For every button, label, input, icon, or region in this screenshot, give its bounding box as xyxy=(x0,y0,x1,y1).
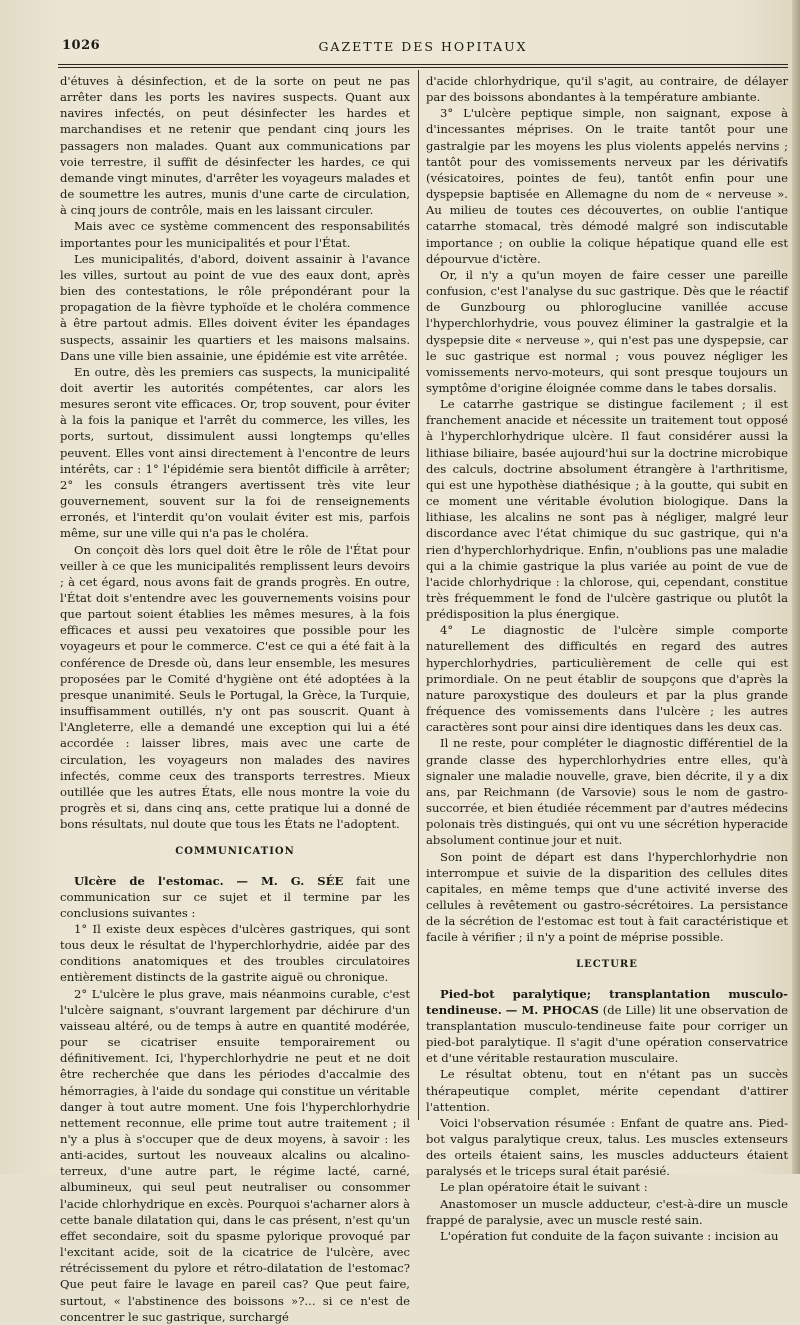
article-intro: (de Lille) lit une observation de transplantation musculo-tendineuse faite pour corriger un pied-bot paralytique. Il s'agit d'une opération conservatrice et d'une véritable restauration musculaire. xyxy=(426,1002,789,1066)
paragraph: 1° Il existe deux espèces d'ulcères gastriques, qui sont tous deux le résultat de l'hyperchlorhydrie, aidée par des conditions anatomiques et des troubles circulatoires entièrement distincts de la gastrite aiguë ou chronique. xyxy=(60,921,410,985)
paragraph: En outre, dès les premiers cas suspects, la municipalité doit avertir les autorités compétentes, car alors les mesures seront vite efficaces. Or, trop souvent, pour éviter à la fois la panique et l'arrêt du commerce, les villes, les ports, surtout, dissimulent aussi longtemps qu'elles peuvent. Elles vont ainsi directement à l'encontre de leurs intérêts, car : 1° l'épidémie sera bientôt difficile à arrêter; 2° les consuls étrangers avertissent très vite leur gouvernement, souvent sur la foi de renseignements erronés, et l'interdit qu'on voulait éviter est mis, parfois même, sur une ville qui n'a pas le choléra. xyxy=(60,364,410,541)
section-heading-lecture: LECTURE xyxy=(576,959,638,971)
column-divider xyxy=(418,70,419,1120)
page-header xyxy=(58,38,788,58)
paragraph: 2° L'ulcère le plus grave, mais néanmoins curable, c'est l'ulcère saignant, s'ouvrant largement par déchirure d'un vaisseau altéré, ou de temps à autre en quantité modérée, pour se cicatriser ensuite temporairement ou définitivement. Ici, l'hyperchlorhydrie ne peut et ne doit être recherchée que dans les périodes d'accalmie des hémorragies, à l'aide du sondage qui constitue un véritable danger à tout autre moment. Une fois l'hyperchlorhydrie nettement reconnue, elle prime tout autre traitement ; il n'y a plus à s'occuper que de deux moyens, à savoir : les anti-acides, surtout les nouveaux alcalins ou alcalino-terreux, d'une autre part, le régime lacté, carné, albumineux, qui seul peut neutraliser ou consommer l'acide chlorhydrique en excès. Pourquoi s'acharner alors à cette banale dilatation qui, dans le cas présent, n'est qu'un effet secondaire, soit du spasme pylorique provoqué par l'excitant acide, soit de la cicatrice de l'ulcère, avec rétrécissement du pylore et rétro-dilatation de l'estomac? Que peut faire le lavage en pareil cas? Que peut faire, surtout, « l'abstinence des boissons »?... si ce n'est de concentrer le suc gastrique, surchargé xyxy=(60,986,411,1324)
article-title: Ulcère de l'estomac. xyxy=(74,873,224,888)
paragraph: L'opération fut conduite de la façon suivante : incision au xyxy=(440,1228,779,1243)
paragraph: Le résultat obtenu, tout en n'étant pas un succès thérapeutique complet, mérite cependant d'attirer l'attention. xyxy=(426,1067,788,1114)
paragraph: Voici l'observation résumée : Enfant de quatre ans. Pied-bot valgus paralytique creux, talus. Les muscles extenseurs des orteils étaient sains, les muscles adducteurs étaient paralysés et le triceps sural était parésié. xyxy=(426,1115,788,1179)
article-author: — M. PHOCAS xyxy=(505,1002,599,1017)
paragraph: On conçoit dès lors quel doit être le rôle de l'État pour veiller à ce que les municipalités remplissent leurs devoirs ; à cet égard, nous avons fait de grands progrès. En outre, l'État doit s'entendre avec les gouvernements voisins pour que partout soient établies les mêmes mesures, à la fois efficaces et aussi peu vexatoires que possible pour les voyageurs et pour le commerce. C'est ce qui a été fait à la conférence de Dresde où, dans leur ensemble, les mesures proposées par le Comité d'hygiène ont été adoptées à la presque unanimité. Seuls le Portugal, la Grèce, la Turquie, insuffisamment outillés, n'y ont pas souscrit. Quant à l'Angleterre, elle a demandé une exception qui lui a été accordée : laisser libres, mais avec une carte de circulation, les voyageurs non malades des navires infectés, comme ceux des transports terrestres. Mieux outillée que les autres États, elle nous montre la voie du progrès et si, dans cinq ans, cette pratique lui a donné de bons résultats, nul doute que tous les États ne l'adoptent. xyxy=(60,542,410,832)
paragraph: Or, il n'y a qu'un moyen de faire cesser une pareille confusion, c'est l'analyse du suc gastrique. Dès que le réactif de Gunzbourg ou phloroglucine vanillée accuse l'hyperchlorhydrie, vous pouvez éliminer la gastralgie et la dyspepsie dite « nerveuse », qui n'est pas une dyspepsie, car le suc gastrique est normal ; vous pouvez négliger les vomissements nervo-moteurs, qui sont presque toujours un symptôme d'origine éloignée comme dans le tabes dorsalis. xyxy=(426,267,788,395)
article-lead xyxy=(60,873,410,921)
paragraph: d'acide chlorhydrique, qu'il s'agit, au contraire, de délayer par des boissons abondantes à la température ambiante. xyxy=(426,74,788,105)
section-heading-communication: COMMUNICATION xyxy=(175,846,295,858)
page-binding-edge xyxy=(792,0,800,1174)
header-rule-double xyxy=(58,67,788,68)
paragraph: Son point de départ est dans l'hyperchlorhydrie non interrompue et suivie de la disparition des cellules dites capitales, en même temps que d'une activité inverse des cellules à revêtement ou gastro-sécrétoires. La persistance de la sécrétion de l'estomac est tout à fait caractéristique et facile à vérifier ; il n'y a point de méprise possible. xyxy=(426,849,788,945)
page-number: 1026 xyxy=(62,38,101,53)
paragraph: Anastomoser un muscle adducteur, c'est-à-dire un muscle frappé de paralysie, avec un muscle resté sain. xyxy=(426,1196,788,1227)
article-intro: fait une communication sur ce sujet et il termine par les conclusions suivantes : xyxy=(60,873,410,920)
left-column xyxy=(60,73,410,1325)
paragraph: Il ne reste, pour compléter le diagnostic différentiel de la grande classe des hyperchlorhydries entre elles, qu'à signaler une maladie nouvelle, grave, bien décrite, il y a dix ans, par Reichmann (de Varsovie) sous le nom de gastro-succorrée, et bien étudiée récemment par d'autres médecins polonais très distingués, qui ont vu une sécrétion hyperacide absolument continue jour et nuit. xyxy=(426,736,788,848)
paragraph: Mais avec ce système commencent des responsabilités importantes pour les municipalités et pour l'État. xyxy=(60,219,410,250)
article-lead xyxy=(426,986,788,1067)
article-author: — M. G. SÉE xyxy=(236,873,344,888)
paragraph: Le catarrhe gastrique se distingue facilement ; il est franchement anacide et nécessite un traitement tout opposé à l'hyperchlorhydrique ulcère. Il faut considérer aussi la lithiase biliaire, basée aujourd'hui sur la doctrine microbique des calculs, doctrine absolument étrangère à l'arthritisme, qui est une hypothèse diathésique ; à la goutte, qui subit en ce moment une véritable évolution biologique. Dans la lithiase, les alcalins ne sont pas à négliger, malgré leur discordance avec l'état chimique du suc gastrique, qui n'a rien d'hyperchlorhydrique. Enfin, n'oublions pas une maladie qui a la chimie gastrique la plus variée au point de vue de l'acide chlorhydrique : la chlorose, qui, cependant, constitue très fréquemment le fond de l'ulcère gastrique ou plutôt la prédisposition la plus énergique. xyxy=(426,397,788,622)
article-title: Pied-bot paralytique; transplantation musculo-tendineuse. xyxy=(426,986,788,1017)
paragraph: 4° Le diagnostic de l'ulcère simple comporte naturellement des difficultés en regard des autres hyperchlorhydries, particulièrement de celle qui est primordiale. On ne peut établir de soupçons que d'après la nature paroxystique des douleurs et par la plus grande fréquence des vomissements dans l'ulcère ; les autres caractères sont pour ainsi dire identiques dans les deux cas. xyxy=(426,623,788,735)
paragraph: d'étuves à désinfection, et de la sorte on peut ne pas arrêter dans les ports les navires suspects. Quant aux navires infectés, on peut désinfecter les hardes et marchandises et ne retenir que pendant cinq jours les passagers non malades. Quant aux communications par voie terrestre, il suffit de désinfecter les hardes, ce qui demande vingt minutes, d'arrêter les voyageurs malades et de soumettre les autres, munis d'une carte de circulation, à cinq jours de contrôle, mais en les laissant circuler. xyxy=(60,74,410,218)
journal-title: GAZETTE DES HOPITAUX xyxy=(318,39,528,54)
right-column xyxy=(426,73,788,1244)
paragraph: Les municipalités, d'abord, doivent assainir à l'avance les villes, surtout au point de vue des eaux dont, après bien des contestations, le rôle prépondérant pour la propagation de la fièvre typhoïde et le choléra commence à être partout admis. Elles doivent éviter les épandages suspects, assainir les quartiers et les maisons malsains. Dans une ville bien assainie, une épidémie est vite arrêtée. xyxy=(60,251,410,363)
header-rule xyxy=(58,64,788,65)
paragraph: Le plan opératoire était le suivant : xyxy=(440,1180,648,1195)
paragraph: 3° L'ulcère peptique simple, non saignant, expose à d'incessantes méprises. On le traite tantôt pour une gastralgie par les moyens les plus violents appelés nervins ; tantôt pour des vomissements nerveux par les dérivatifs (vésicatoires, pointes de feu), tantôt enfin pour une dyspepsie baptisée en Allemagne du nom de « nerveuse ». Au milieu de toutes ces découvertes, on oublie l'antique catarrhe stomacal, très démodé malgré son indiscutable importance ; on oublie la colique hépatique quand elle est dépourvue d'ictère. xyxy=(426,106,788,266)
